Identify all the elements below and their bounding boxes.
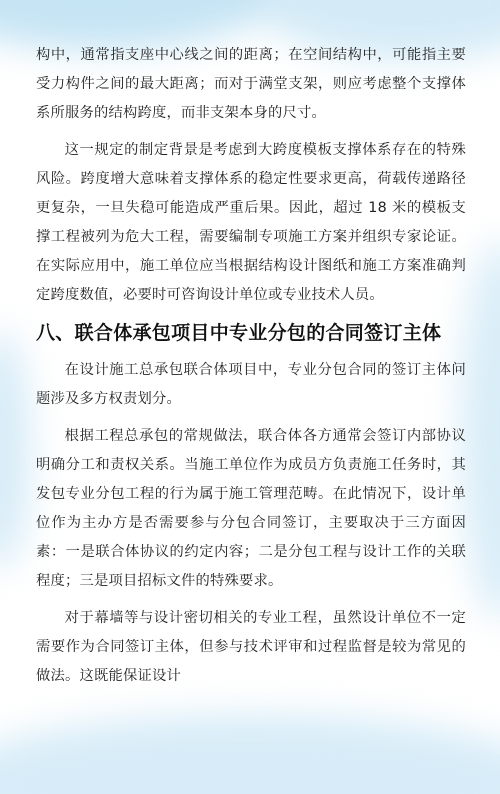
section-heading: 八、联合体承包项目中专业分包的合同签订主体 bbox=[36, 322, 442, 344]
document-body bbox=[36, 41, 466, 699]
paragraph-intro: 在设计施工总承包联合体项目中，专业分包合同的签订主体问题涉及多方权责划分。 bbox=[36, 362, 466, 407]
paragraph-common-practice: 根据工程总承包的常规做法，联合体各方通常会签订内部协议明确分工和责权关系。当施工单位作为成员方负责施工任务时，其发包专业分包工程的行为属于施工管理范畴。在此情况下，设计单位作为主办方是否需要参与分包合同签订，主要取决于三方面因素：一是联合体协议的约定内容；二是分包工程与设计工作的关联程度；三是项目招标文件的特殊要求。 bbox=[36, 428, 466, 589]
paragraph-curtain-wall: 对于幕墙等与设计密切相关的专业工程，虽然设计单位不一定需要作为合同签订主体，但参与技术评审和过程监督是较为常见的做法。这既能保证设计 bbox=[36, 610, 466, 684]
paragraph-continued: 构中，通常指支座中心线之间的距离；在空间结构中，可能指主要受力构件之间的最大距离；而对于满堂支架，则应考虑整个支撑体系所服务的结构跨度，而非支架本身的尺寸。 bbox=[36, 47, 466, 121]
paragraph-span-risk: 这一规定的制定背景是考虑到大跨度模板支撑体系存在的特殊风险。跨度增大意味着支撑体系的稳定性要求更高，荷载传递路径更复杂，一旦失稳可能造成严重后果。因此，超过 18 米的模板支撑工程被列为危大工程，需要编制专项施工方案并组织专家论证。在实际应用中，施工单位应当根据结构设计图纸和施工方案准确判定跨度数值，必要时可咨询设计单位或专业技术人员。 bbox=[36, 142, 466, 303]
